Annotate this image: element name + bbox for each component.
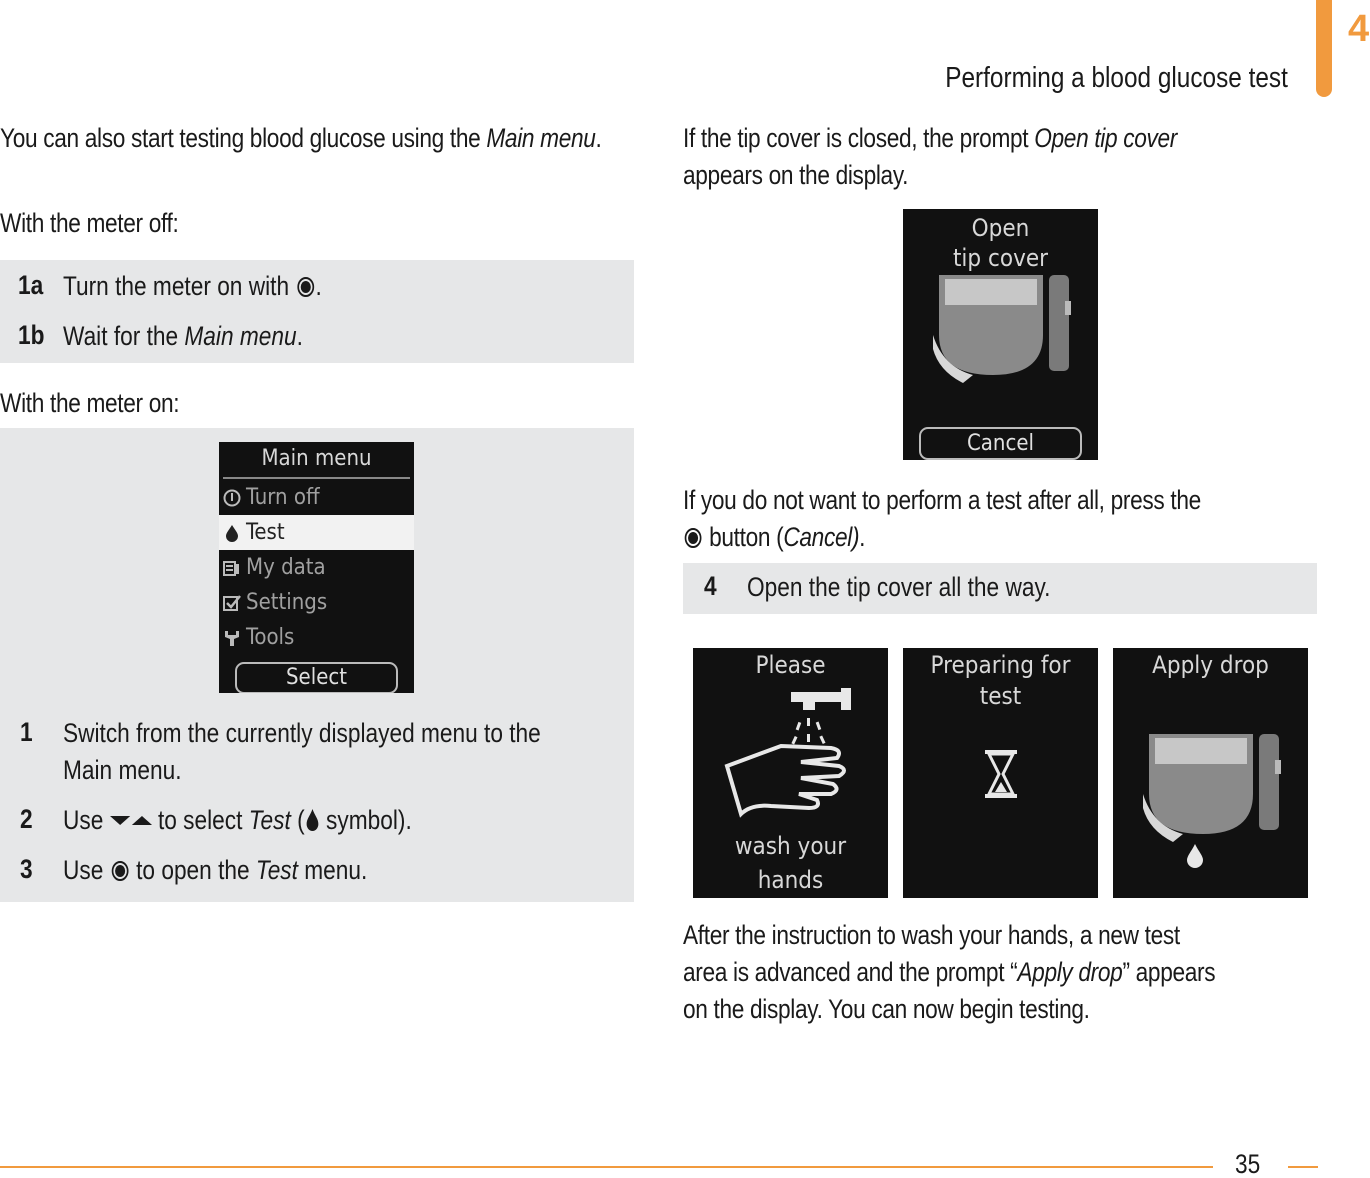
chapter-number: 4 bbox=[1348, 8, 1370, 50]
menu-item-test: Test bbox=[219, 515, 414, 550]
drop-icon bbox=[223, 524, 241, 542]
ok-button-icon bbox=[297, 277, 314, 297]
main-menu-screen bbox=[219, 442, 414, 693]
meter-tip-drop-illustration bbox=[1143, 734, 1283, 884]
ok-button-icon bbox=[685, 528, 702, 548]
meter-off-label: With the meter off: bbox=[0, 208, 179, 238]
menu-item-tools: Tools bbox=[219, 620, 414, 655]
checkbox-icon bbox=[223, 594, 241, 612]
select-softkey: Select bbox=[235, 662, 398, 693]
tip-cover-paragraph: If the tip cover is closed, the prompt Open tip cover appears on the display. bbox=[683, 123, 1178, 190]
intro-paragraph: You can also start testing blood glucose using the Main menu. bbox=[0, 123, 602, 153]
screen-line: Open bbox=[971, 214, 1030, 242]
data-icon bbox=[223, 559, 241, 577]
step-3-text: Use to open the Test menu. bbox=[63, 855, 368, 885]
screen-line: test bbox=[979, 682, 1022, 710]
step-1b-text: Wait for the Main menu. bbox=[63, 321, 303, 351]
cancel-softkey: Cancel bbox=[919, 427, 1082, 460]
up-arrow-icon bbox=[131, 816, 151, 825]
menu-item-my-data: My data bbox=[219, 550, 414, 585]
step-number: 4 bbox=[704, 571, 717, 601]
divider bbox=[223, 477, 410, 479]
open-tip-cover-screen bbox=[903, 209, 1098, 460]
footer-rule bbox=[0, 1166, 1213, 1168]
wash-hands-icon bbox=[721, 686, 861, 826]
drop-icon bbox=[305, 808, 320, 832]
screen-line: tip cover bbox=[952, 244, 1049, 272]
menu-item-turn-off: Turn off bbox=[219, 480, 414, 515]
step-number: 3 bbox=[20, 854, 33, 884]
step-1-text: Switch from the currently displayed menu to the Main menu. bbox=[63, 718, 541, 785]
wash-hands-screen bbox=[693, 648, 888, 898]
meter-on-label: With the meter on: bbox=[0, 388, 180, 418]
menu-item-settings: Settings bbox=[219, 585, 414, 620]
screen-title: Main menu bbox=[261, 446, 372, 471]
screen-line: Preparing for bbox=[930, 651, 1071, 679]
wrench-icon bbox=[223, 629, 241, 647]
step-number: 1b bbox=[18, 320, 45, 350]
hourglass-icon bbox=[983, 748, 1019, 800]
screen-line: Please bbox=[755, 651, 826, 679]
apply-drop-paragraph: After the instruction to wash your hands, a new test area is advanced and the prompt “Apply drop” appears on the display. You can now begin testing. bbox=[683, 920, 1216, 1024]
step-number: 2 bbox=[20, 804, 33, 834]
step-2-text: Use to select Test ( symbol). bbox=[63, 805, 412, 835]
preparing-screen bbox=[903, 648, 1098, 898]
screen-line: Apply drop bbox=[1152, 651, 1269, 679]
screen-line: hands bbox=[757, 866, 824, 894]
running-header: Performing a blood glucose test bbox=[945, 62, 1288, 94]
screen-line: wash your bbox=[734, 832, 847, 860]
step-1a-text: Turn the meter on with . bbox=[63, 271, 322, 301]
step-number: 1a bbox=[18, 270, 44, 300]
apply-drop-screen bbox=[1113, 648, 1308, 898]
footer-rule bbox=[1288, 1166, 1318, 1168]
meter-tip-illustration bbox=[933, 275, 1073, 385]
cancel-paragraph: If you do not want to perform a test after all, press the button (Cancel). bbox=[683, 485, 1201, 552]
ok-button-icon bbox=[111, 861, 128, 881]
down-arrow-icon bbox=[110, 816, 130, 825]
page-number: 35 bbox=[1235, 1149, 1261, 1178]
step-number: 1 bbox=[20, 717, 33, 747]
power-icon bbox=[223, 489, 241, 507]
chapter-tab bbox=[1316, 0, 1332, 97]
step-4-text: Open the tip cover all the way. bbox=[747, 572, 1051, 602]
